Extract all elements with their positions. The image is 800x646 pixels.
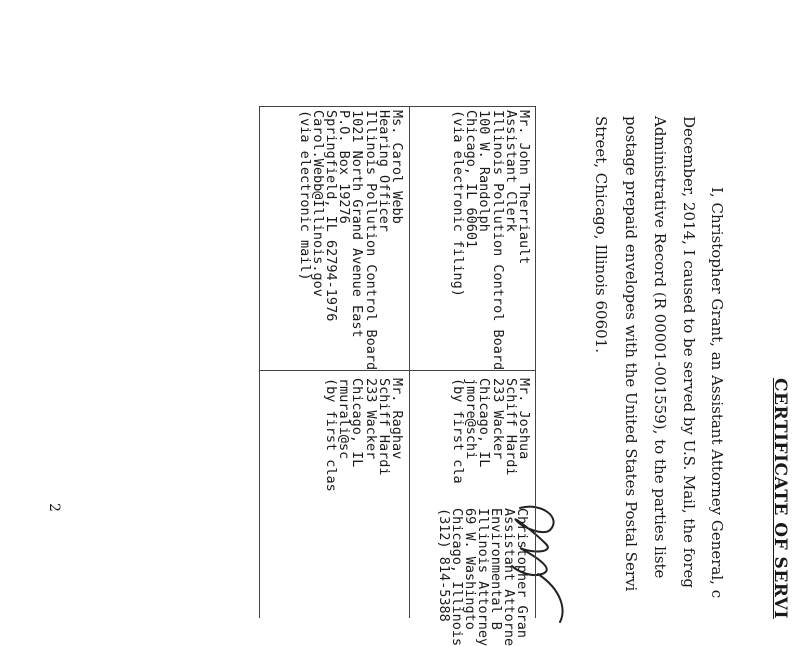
address-line: Schiff Hardi [375, 378, 392, 476]
address-line: Mr. Joshua [516, 378, 532, 460]
signatory-line: Christopher Gran [514, 508, 530, 639]
signatory-line: Environmental B [488, 508, 504, 630]
address-line: Carol.Webb@Illinois.gov [309, 110, 326, 297]
address-line: (via electronic mail) [296, 110, 313, 281]
address-line: (by first clas [322, 378, 339, 492]
service-entry [451, 378, 530, 484]
address-line: Assistant Clerk [502, 110, 519, 232]
address-line: Schiff Hardi [502, 378, 519, 476]
address-line: Illinois Pollution Control Board [362, 110, 379, 371]
address-line: Illinois Pollution Control Board [489, 110, 506, 371]
signatory-line: Chicago, Illinois [449, 508, 465, 646]
paragraph-line-3: Administrative Record (R 00001-001559), to the parties liste [651, 116, 669, 579]
address-line: Springfield, IL 62794-1976 [322, 110, 339, 322]
address-line: (via electronic filing) [449, 110, 466, 297]
address-line: Mr. Raghav [389, 378, 405, 460]
address-line: 233 Wacker [362, 378, 379, 460]
address-line: Ms. Carol Webb [389, 110, 405, 224]
address-line: rmurali@sc [336, 378, 353, 460]
address-line: 233 Wacker [489, 378, 506, 460]
signatory-line: (312) 814-5388 [436, 508, 452, 622]
address-line: 1021 North Grand Avenue East [349, 110, 366, 338]
address-line: Chicago, IL 60601 [463, 110, 480, 249]
address-line: Chicago, IL [476, 378, 493, 468]
address-line: Chicago, IL [349, 378, 366, 468]
paragraph-line-5: Street, Chicago, Illinois 60601. [592, 116, 610, 353]
service-entry [451, 110, 530, 370]
service-entry [297, 110, 403, 370]
page-number: 2 [46, 503, 62, 512]
address-line: jmore@schi [463, 378, 480, 460]
address-line: Mr. John Therriault [516, 110, 532, 265]
signatory-line: 69 W. Washingto [462, 508, 478, 630]
address-line: 100 W. Randolph [476, 110, 493, 232]
paragraph-line-2: December, 2014, I caused to be served by U.S. Mail, the foreg [680, 116, 698, 588]
signatory-block [437, 508, 528, 646]
document-title: CERTIFICATE OF SERVI [770, 378, 790, 619]
address-line: P.O. Box 19276 [336, 110, 353, 224]
signatory-line: Illinois Attorney [475, 508, 491, 646]
address-line: Hearing Officer [375, 110, 392, 232]
paragraph-line-4: postage prepaid envelopes with the United States Postal Servi [622, 116, 640, 592]
signatory-line: Assistant Attorne [501, 508, 517, 646]
paragraph-line-1: I, Christopher Grant, an Assistant Attorney General, c [708, 187, 726, 599]
address-line: (by first cla [449, 378, 466, 484]
service-entry [324, 378, 403, 492]
